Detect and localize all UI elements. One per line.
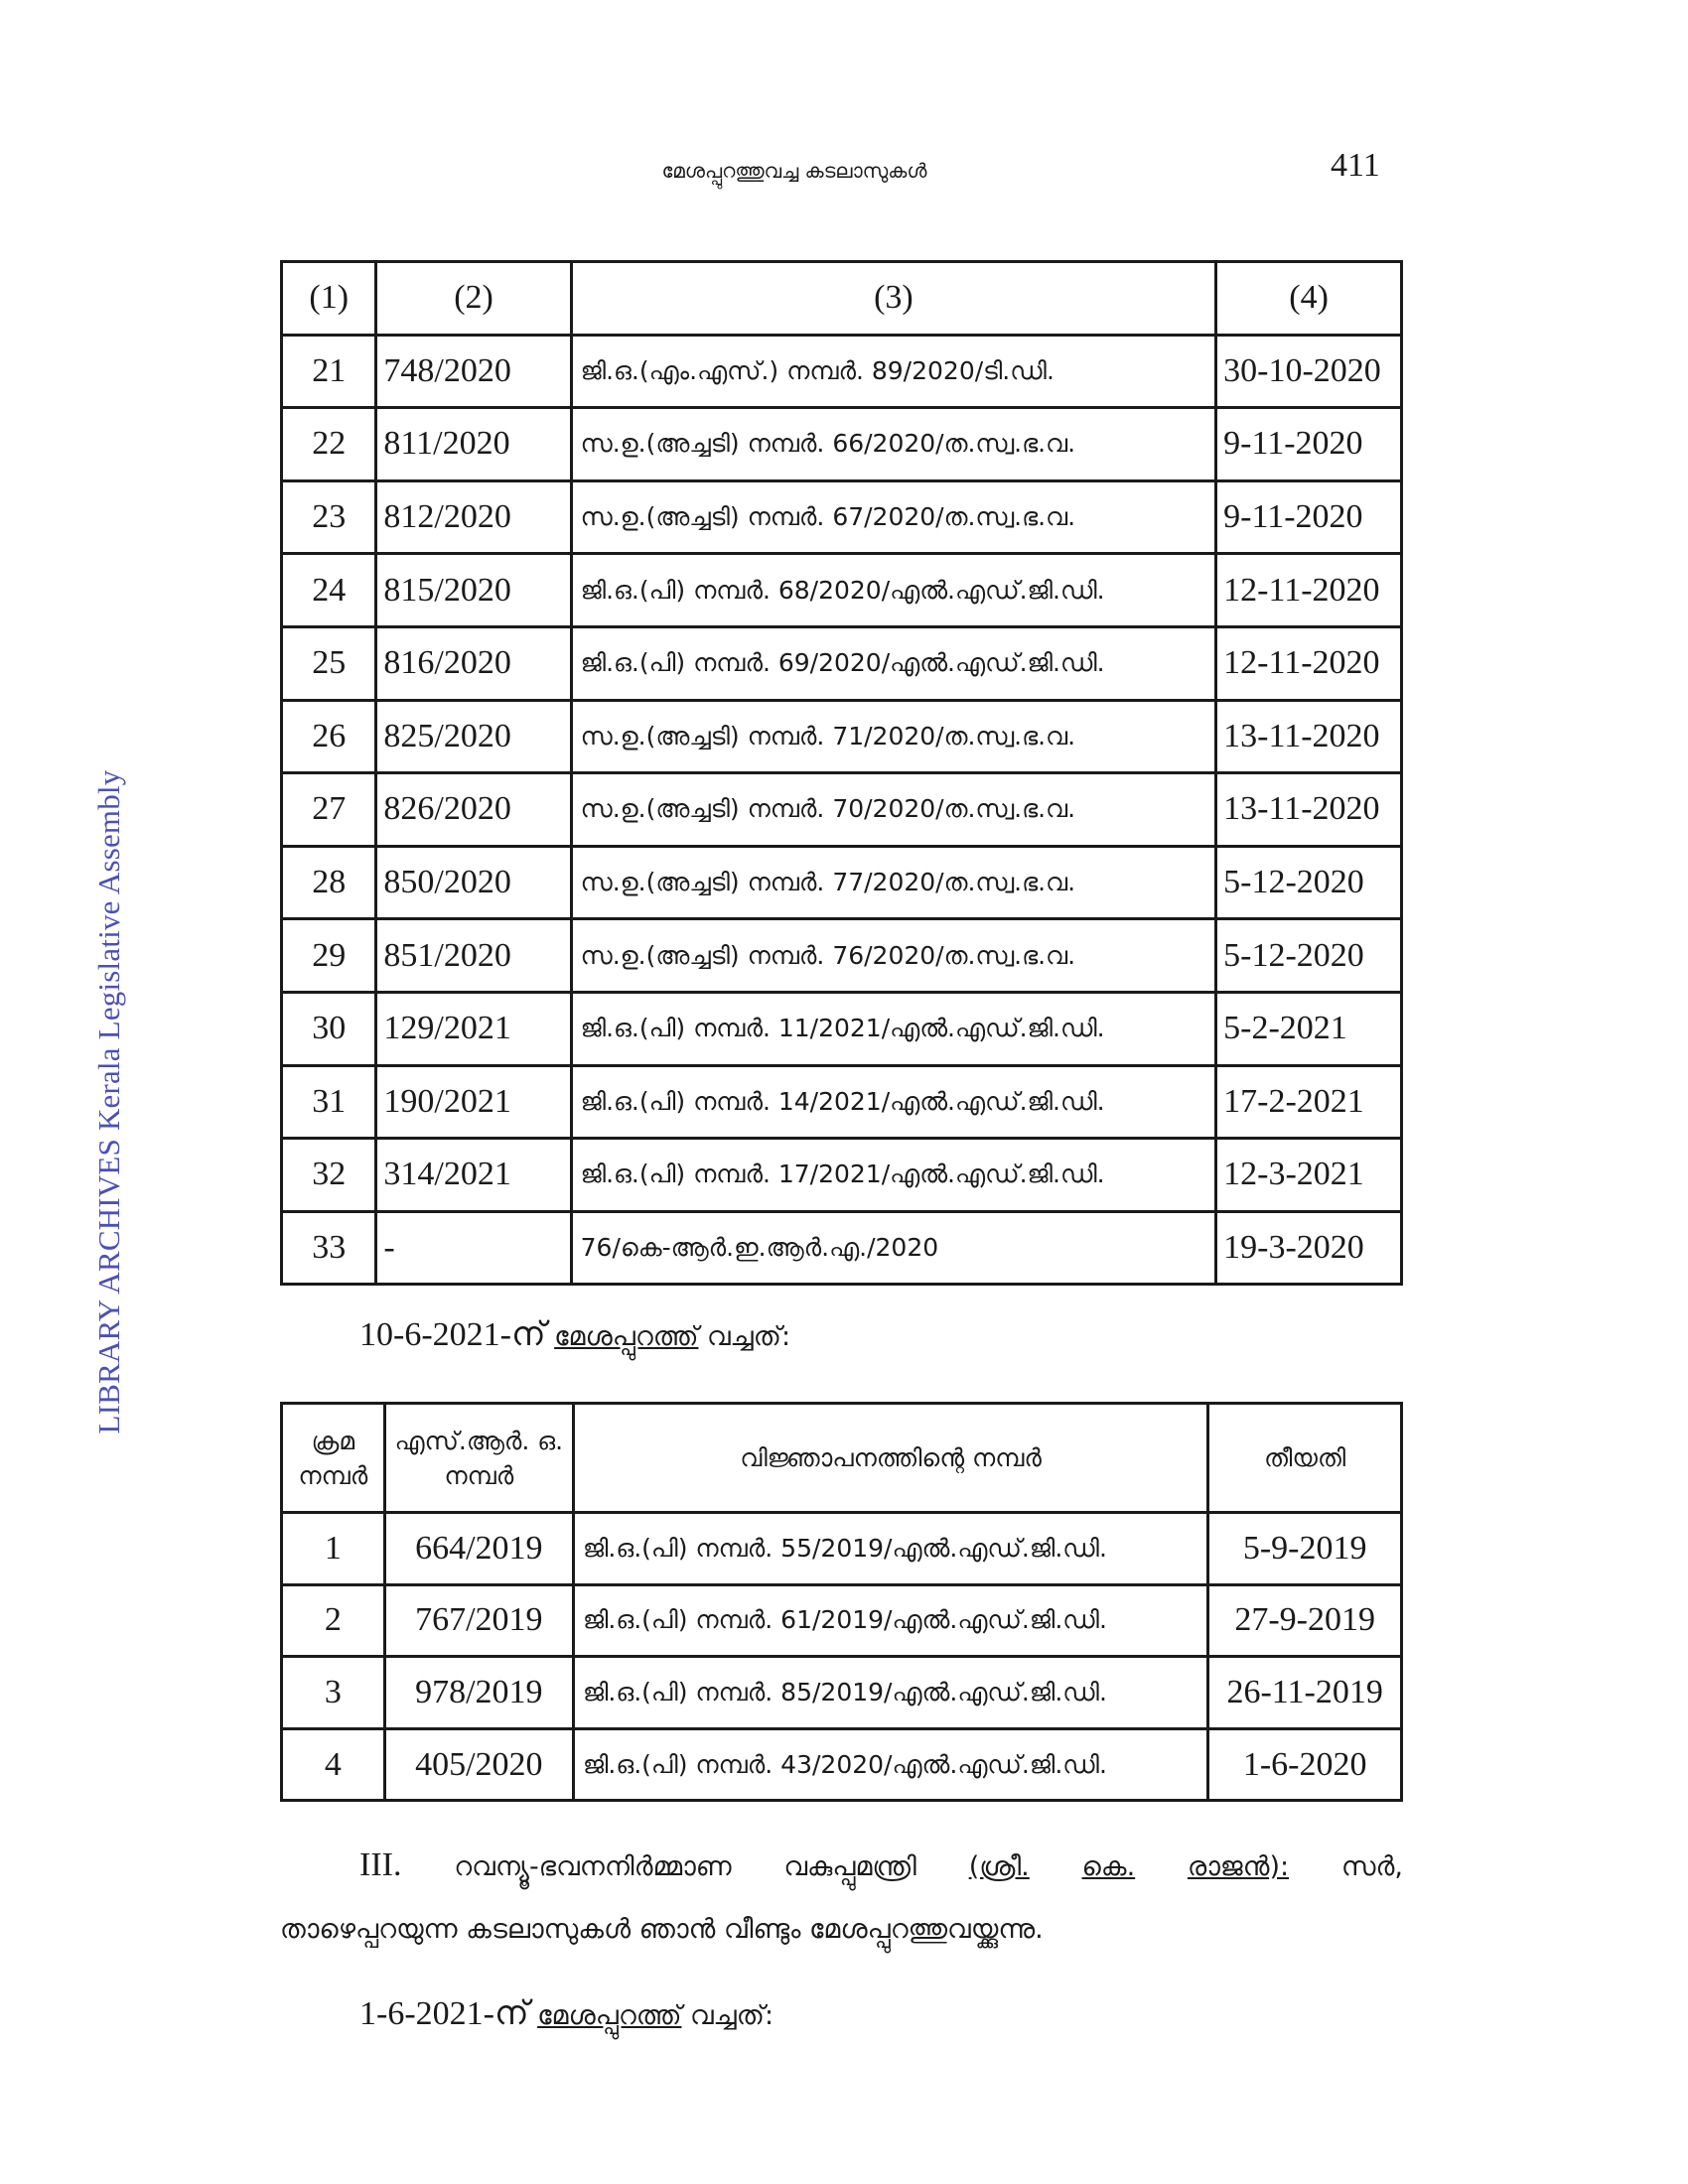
column-header-sro: എസ്.ആർ. ഒ. നമ്പർ <box>384 1404 573 1513</box>
notification-cell: ജി.ഒ.(പി) നമ്പർ. 69/2020/എൽ.എഡ്.ജി.ഡി. <box>571 626 1216 700</box>
table-row <box>282 554 1402 627</box>
date-cell: 30-10-2020 <box>1216 335 1402 408</box>
serial-cell: 33 <box>282 1211 376 1285</box>
roman-numeral: III. <box>359 1846 402 1883</box>
table-row <box>282 1513 1402 1585</box>
page-header-title: മേശപ്പുറത്തുവച്ച കടലാസുകൾ <box>661 159 927 183</box>
table-row <box>282 1657 1402 1729</box>
table-row <box>282 992 1402 1065</box>
serial-cell: 23 <box>282 480 376 554</box>
notification-cell: സ.ഉ.(അച്ചടി) നമ്പർ. 76/2020/ത.സ്വ.ഭ.വ. <box>571 919 1216 993</box>
sro-number-cell: 825/2020 <box>376 700 571 773</box>
sro-number-cell: 811/2020 <box>376 408 571 481</box>
sro-number-cell: 314/2021 <box>376 1139 571 1212</box>
serial-cell: 28 <box>282 846 376 919</box>
date-cell: 9-11-2020 <box>1216 480 1402 554</box>
minister-name-part: രാജൻ): <box>1187 1851 1290 1882</box>
serial-cell: 3 <box>282 1657 385 1729</box>
date-cell: 12-3-2021 <box>1216 1139 1402 1212</box>
column-header: (3) <box>571 262 1216 336</box>
date-cell: 9-11-2020 <box>1216 408 1402 481</box>
table-row <box>282 919 1402 993</box>
date-cell: 12-11-2020 <box>1216 554 1402 627</box>
notification-cell: ജി.ഒ.(പി) നമ്പർ. 17/2021/എൽ.എഡ്.ജി.ഡി. <box>571 1139 1216 1212</box>
notifications-table <box>280 1402 1403 1802</box>
sro-number-cell: 129/2021 <box>376 992 571 1065</box>
section-heading-2 <box>359 1995 774 2033</box>
notification-cell: ജി.ഒ.(പി) നമ്പർ. 55/2019/എൽ.എഡ്.ജി.ഡി. <box>573 1513 1207 1585</box>
date-cell: 13-11-2020 <box>1216 773 1402 847</box>
minister-name-part: (ശ്രീ. <box>968 1851 1030 1882</box>
notification-cell: ജി.ഒ.(പി) നമ്പർ. 61/2019/എൽ.എഡ്.ജി.ഡി. <box>573 1584 1207 1657</box>
sro-number-cell: 767/2019 <box>384 1584 573 1657</box>
sro-number-cell: 664/2019 <box>384 1513 573 1585</box>
section-word: വച്ചത്: <box>706 1321 791 1352</box>
date-cell: 1-6-2020 <box>1208 1728 1402 1801</box>
column-header: (2) <box>376 262 571 336</box>
notification-cell: ജി.ഒ.(പി) നമ്പർ. 14/2021/എൽ.എഡ്.ജി.ഡി. <box>571 1065 1216 1139</box>
notification-cell: ജി.ഒ.(പി) നമ്പർ. 68/2020/എൽ.എഡ്.ജി.ഡി. <box>571 554 1216 627</box>
table-row <box>282 335 1402 408</box>
serial-cell: 21 <box>282 335 376 408</box>
sro-number-cell: 978/2019 <box>384 1657 573 1729</box>
statement-word: സർ, <box>1340 1851 1403 1882</box>
sro-number-cell: 812/2020 <box>376 480 571 554</box>
serial-cell: 32 <box>282 1139 376 1212</box>
date-cell: 5-12-2020 <box>1216 846 1402 919</box>
sro-number-cell: 190/2021 <box>376 1065 571 1139</box>
serial-cell: 30 <box>282 992 376 1065</box>
minister-statement-line-2: താഴെപ്പറയുന്ന കടലാസുകൾ ഞാൻ വീണ്ടും മേശപ്പുറത്തുവയ്ക്കുന്നു. <box>280 1914 1044 1945</box>
table-row <box>282 700 1402 773</box>
sro-number-cell: - <box>376 1211 571 1285</box>
date-cell: 19-3-2020 <box>1216 1211 1402 1285</box>
table-row <box>282 626 1402 700</box>
section-heading-1 <box>359 1316 790 1354</box>
notification-cell: സ.ഉ.(അച്ചടി) നമ്പർ. 71/2020/ത.സ്വ.ഭ.വ. <box>571 700 1216 773</box>
serial-cell: 24 <box>282 554 376 627</box>
notification-cell: ജി.ഒ.(എം.എസ്.) നമ്പർ. 89/2020/ടി.ഡി. <box>571 335 1216 408</box>
sro-number-cell: 826/2020 <box>376 773 571 847</box>
table-row <box>282 480 1402 554</box>
serial-cell: 1 <box>282 1513 385 1585</box>
sro-number-cell: 850/2020 <box>376 846 571 919</box>
table-row <box>282 773 1402 847</box>
table-row <box>282 408 1402 481</box>
notification-cell: 76/കെ-ആർ.ഇ.ആർ.എ./2020 <box>571 1211 1216 1285</box>
sro-number-cell: 851/2020 <box>376 919 571 993</box>
notification-cell: സ.ഉ.(അച്ചടി) നമ്പർ. 77/2020/ത.സ്വ.ഭ.വ. <box>571 846 1216 919</box>
sro-number-cell: 405/2020 <box>384 1728 573 1801</box>
date-cell: 26-11-2019 <box>1208 1657 1402 1729</box>
statement-word: റവന്യൂ-ഭവനനിർമ്മാണ <box>454 1851 732 1882</box>
notification-cell: സ.ഉ.(അച്ചടി) നമ്പർ. 70/2020/ത.സ്വ.ഭ.വ. <box>571 773 1216 847</box>
table-row <box>282 1065 1402 1139</box>
serial-cell: 4 <box>282 1728 385 1801</box>
serial-cell: 25 <box>282 626 376 700</box>
section-word-underlined: മേശപ്പുറത്ത് <box>554 1321 699 1352</box>
notification-cell: സ.ഉ.(അച്ചടി) നമ്പർ. 66/2020/ത.സ്വ.ഭ.വ. <box>571 408 1216 481</box>
section-date: 1-6-2021-ന് <box>359 1995 529 2032</box>
minister-name-part: കെ. <box>1081 1851 1136 1882</box>
serial-cell: 26 <box>282 700 376 773</box>
table-row <box>282 1211 1402 1285</box>
section-word-underlined: മേശപ്പുറത്ത് <box>537 2000 682 2031</box>
notification-cell: സ.ഉ.(അച്ചടി) നമ്പർ. 67/2020/ത.സ്വ.ഭ.വ. <box>571 480 1216 554</box>
table-row <box>282 1728 1402 1801</box>
column-header-date: തീയതി <box>1208 1404 1402 1513</box>
sro-number-cell: 816/2020 <box>376 626 571 700</box>
column-header-serial: ക്രമ നമ്പർ <box>282 1404 385 1513</box>
serial-cell: 2 <box>282 1584 385 1657</box>
serial-cell: 31 <box>282 1065 376 1139</box>
column-header: (4) <box>1216 262 1402 336</box>
minister-statement-line-1 <box>280 1846 1403 1884</box>
watermark-text: LIBRARY ARCHIVES Kerala Legislative Assembly <box>91 769 126 1434</box>
table-header-row <box>282 262 1402 336</box>
column-header-notification: വിജ്ഞാപനത്തിന്റെ നമ്പർ <box>573 1404 1207 1513</box>
date-cell: 27-9-2019 <box>1208 1584 1402 1657</box>
serial-cell: 22 <box>282 408 376 481</box>
table-row <box>282 846 1402 919</box>
column-header: (1) <box>282 262 376 336</box>
date-cell: 5-2-2021 <box>1216 992 1402 1065</box>
notification-cell: ജി.ഒ.(പി) നമ്പർ. 11/2021/എൽ.എഡ്.ജി.ഡി. <box>571 992 1216 1065</box>
serial-cell: 29 <box>282 919 376 993</box>
sro-number-cell: 815/2020 <box>376 554 571 627</box>
date-cell: 12-11-2020 <box>1216 626 1402 700</box>
serial-cell: 27 <box>282 773 376 847</box>
section-date: 10-6-2021-ന് <box>359 1316 546 1353</box>
date-cell: 17-2-2021 <box>1216 1065 1402 1139</box>
table-row <box>282 1584 1402 1657</box>
date-cell: 5-12-2020 <box>1216 919 1402 993</box>
table-header-row <box>282 1404 1402 1513</box>
date-cell: 13-11-2020 <box>1216 700 1402 773</box>
page-number: 411 <box>1331 147 1380 184</box>
notification-cell: ജി.ഒ.(പി) നമ്പർ. 85/2019/എൽ.എഡ്.ജി.ഡി. <box>573 1657 1207 1729</box>
papers-table-continued <box>280 260 1403 1286</box>
sro-number-cell: 748/2020 <box>376 335 571 408</box>
section-word: വച്ചത്: <box>689 2000 774 2031</box>
notification-cell: ജി.ഒ.(പി) നമ്പർ. 43/2020/എൽ.എഡ്.ജി.ഡി. <box>573 1728 1207 1801</box>
statement-word: വകുപ്പുമന്ത്രി <box>783 1851 916 1882</box>
table-row <box>282 1139 1402 1212</box>
date-cell: 5-9-2019 <box>1208 1513 1402 1585</box>
